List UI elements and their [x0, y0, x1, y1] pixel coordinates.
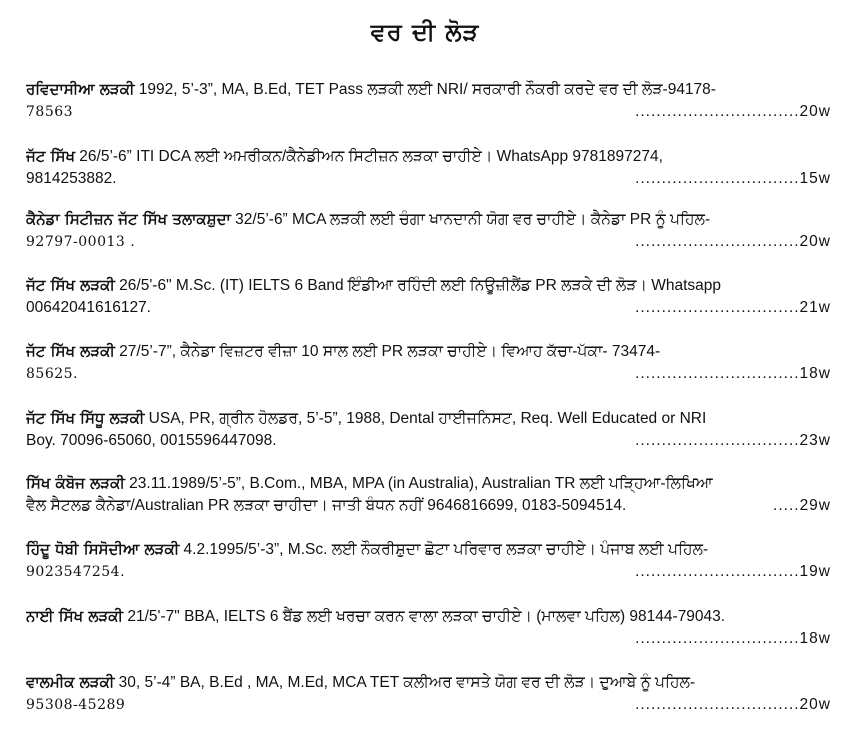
ad-text: 27/5’-7”, ਕੈਨੇਡਾ ਵਿਜ਼ਟਰ ਵੀਜ਼ਾ 10 ਸਾਲ ਲਈ PR ਲੜਕਾ ਚਾਹੀਏ। ਵਿਆਹ ਕੱਚਾ-ਪੱਕਾ- 73474-	[114, 343, 661, 360]
ad-size: ...............................19w	[635, 563, 831, 580]
ad-heading: ਕੈਨੇਡਾ ਸਿਟੀਜ਼ਨ ਜੱਟ ਸਿੱਖ ਤਲਾਕਸ਼ੁਦਾ	[26, 210, 231, 228]
ad-contact: 00642041616127.	[26, 299, 151, 316]
classified-ad	[26, 538, 831, 583]
ad-heading: ਜੱਟ ਸਿੱਖ	[26, 147, 75, 165]
ad-contact: Boy. 70096-65060, 0015596447098.	[26, 432, 277, 449]
ad-text: 23.11.1989/5’-5”, B.Com., MBA, MPA (in Australia), Australian TR ਲਈ ਪੜ੍ਹਿਆ-ਲਿਖਿਆ	[124, 475, 713, 492]
classified-ad	[26, 472, 831, 517]
ad-heading: ਰਵਿਦਾਸੀਆ ਲੜਕੀ	[26, 80, 135, 98]
ad-text: USA, PR, ਗ੍ਰੀਨ ਹੋਲਡਰ, 5’-5”, 1988, Dental ਹਾਈਜਨਿਸਟ, Req. Well Educated or NRI	[144, 410, 707, 427]
ad-text: 26/5’-6” ITI DCA ਲਈ ਅਮਰੀਕਨ/ਕੈਨੇਡੀਅਨ ਸਿਟੀਜ਼ਨ ਲੜਕਾ ਚਾਹੀਏ। WhatsApp 9781897274,	[74, 148, 663, 165]
ad-text: 1992, 5’-3”, MA, B.Ed, TET Pass ਲੜਕੀ ਲਈ NRI/ ਸਰਕਾਰੀ ਨੌਕਰੀ ਕਰਦੇ ਵਰ ਦੀ ਲੋੜ-94178-	[134, 81, 716, 98]
classified-ad	[26, 605, 831, 650]
ad-contact: 85625.	[26, 366, 78, 382]
ad-text: 26/5'-6" M.Sc. (IT) IELTS 6 Band ਇੰਡੀਆ ਰਹਿੰਦੀ ਲਈ ਨਿਊਜ਼ੀਲੈਂਡ PR ਲੜਕੇ ਦੀ ਲੋੜ। Whatsapp	[114, 277, 721, 294]
ad-text: 30, 5’-4” BA, B.Ed , MA, M.Ed, MCA TET ਕਲੀਅਰ ਵਾਸਤੇ ਯੋਗ ਵਰ ਦੀ ਲੋੜ। ਦੁਆਬੇ ਨੂੰ ਪਹਿਲ-	[114, 674, 696, 691]
ad-size: ...............................21w	[635, 299, 831, 316]
classified-ad	[26, 340, 831, 385]
classified-ad	[26, 274, 831, 319]
ad-text: 4.2.1995/5’-3”, M.Sc. ਲਈ ਨੌਕਰੀਸ਼ੁਦਾ ਛੋਟਾ ਪਰਿਵਾਰ ਲੜਕਾ ਚਾਹੀਏ। ਪੰਜਾਬ ਲਈ ਪਹਿਲ-	[179, 541, 709, 558]
ad-size: .....29w	[773, 497, 831, 514]
ad-contact: 9023547254.	[26, 564, 126, 580]
ad-heading: ਜੱਟ ਸਿੱਖ ਲੜਕੀ	[26, 276, 115, 294]
ad-contact: 9814253882.	[26, 170, 117, 187]
page-title: ਵਰ ਦੀ ਲੋੜ	[370, 18, 480, 46]
ad-contact: 78563	[26, 104, 74, 120]
classified-ad	[26, 78, 831, 123]
ad-size: ...............................20w	[635, 103, 831, 120]
ad-heading: ਜੱਟ ਸਿੱਖ ਸਿੱਧੂ ਲੜਕੀ	[26, 409, 145, 427]
classified-ad	[26, 407, 831, 452]
classified-ad	[26, 208, 831, 253]
ad-size: ...............................18w	[635, 630, 831, 647]
ad-text: 32/5’-6” MCA ਲੜਕੀ ਲਈ ਚੰਗਾ ਖਾਨਦਾਨੀ ਯੋਗ ਵਰ ਚਾਹੀਏ। ਕੈਨੇਡਾ PR ਨੂੰ ਪਹਿਲ-	[230, 211, 711, 228]
ad-heading: ਹਿੰਦੂ ਧੋਬੀ ਸਿਸੋਦੀਆ ਲੜਕੀ	[26, 540, 180, 558]
ad-size: ...............................15w	[635, 170, 831, 187]
classified-ad	[26, 145, 831, 190]
classified-ad	[26, 671, 831, 716]
ad-size: ...............................18w	[635, 365, 831, 382]
ad-heading: ਸਿੱਖ ਕੰਬੋਜ ਲੜਕੀ	[26, 474, 125, 492]
ad-size: ...............................20w	[635, 696, 831, 713]
ad-contact: 92797-00013 .	[26, 234, 136, 250]
ad-heading: ਜੱਟ ਸਿੱਖ ਲੜਕੀ	[26, 342, 115, 360]
ad-contact: 95308-45289	[26, 697, 126, 713]
ad-size: ...............................23w	[635, 432, 831, 449]
ad-size: ...............................20w	[635, 233, 831, 250]
ad-contact: ਵੈਲ ਸੈਟਲਡ ਕੈਨੇਡਾ/Australian PR ਲੜਕਾ ਚਾਹੀਦਾ। ਜਾਤੀ ਬੰਧਨ ਨਹੀਂ 9646816699, 0183-5094514.	[26, 497, 627, 514]
ad-heading: ਨਾਈ ਸਿੱਖ ਲੜਕੀ	[26, 607, 124, 625]
ad-heading: ਵਾਲਮੀਕ ਲੜਕੀ	[26, 673, 115, 691]
ad-text: 21/5'-7" BBA, IELTS 6 ਬੈਂਡ ਲਈ ਖਰਚਾ ਕਰਨ ਵਾਲਾ ਲੜਕਾ ਚਾਹੀਏ। (ਮਾਲਵਾ ਪਹਿਲ) 98144-79043.	[123, 608, 726, 625]
